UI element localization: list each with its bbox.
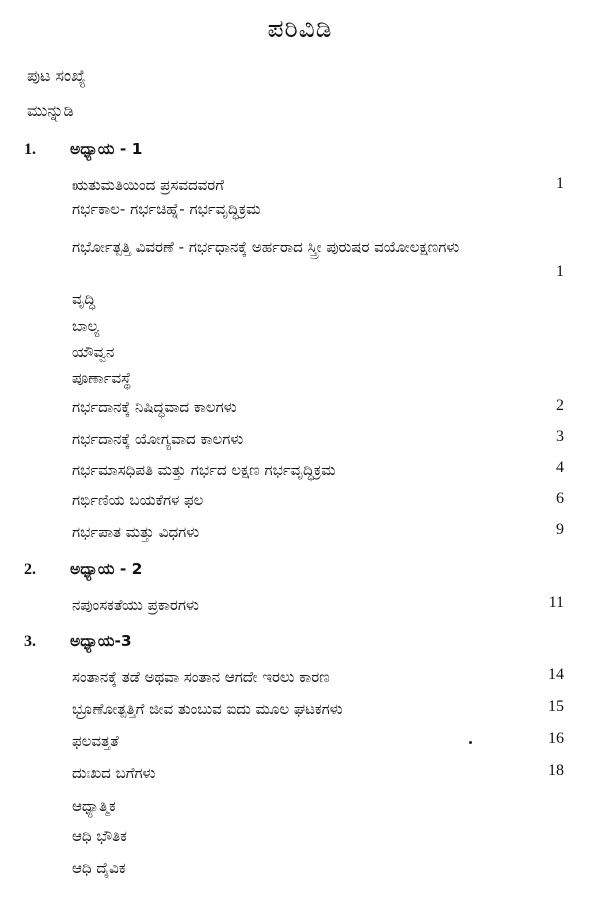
toc-entry: ಗರ್ಭಿಣಿಯ ಬಯಕೆಗಳ ಫಲ [72,491,204,509]
toc-entry: ಪೂರ್ಣಾವಸ್ಥೆ [72,369,132,387]
toc-entry-page: 11 [548,594,564,611]
toc-entry: ದುಃಖದ ಬಗೆಗಳು [72,764,156,782]
toc-entry: ಫಲವತ್ತತೆ [72,732,119,750]
chapter-2-title: ಅಧ್ಯಾಯ - 2 [70,560,143,578]
toc-entry-page: 3 [556,428,564,445]
toc-entry: ಆಧ್ಯಾತ್ಮಿಕ [72,797,116,815]
stray-ink-dot [469,741,472,744]
toc-entry-page: 16 [548,730,564,747]
chapter-3-title: ಅಧ್ಯಾಯ-3 [70,632,132,650]
toc-entry: ಸಂತಾನಕ್ಕೆ ತಡೆ ಅಥವಾ ಸಂತಾನ ಆಗದೇ ಇರಲು ಕಾರಣ [72,668,330,686]
chapter-3-number: 3. [24,633,36,650]
toc-entry-page: 2 [556,397,564,414]
page-title: ಪರಿವಿಡಿ [267,14,333,43]
front-matter-preface: ಮುನ್ನುಡಿ [27,101,74,120]
toc-entry: ಗರ್ಭಪಾತ ಮತ್ತು ವಿಧಗಳು [72,523,200,541]
toc-entry: ಭ್ರೂಣೋತ್ಪತ್ತಿಗೆ ಜೀವ ತುಂಬುವ ಐದು ಮೂಲ ಘಟಕಗಳು [72,700,343,718]
toc-entry-page: 15 [548,698,564,715]
toc-entry: ಬಾಲ್ಯ [72,317,100,335]
chapter-1-number: 1. [24,141,36,158]
toc-entry: ನಪುಂಸಕತೆಯು ಪ್ರಕಾರಗಳು [72,596,199,614]
toc-entry: ವೃದ್ಧಿ [72,290,96,308]
toc-entry: ಯೌವ್ವನ [72,343,115,361]
toc-entry: ಆಧಿ ಭೌತಿಕ [72,827,127,845]
toc-entry: ಗರ್ಭೋತ್ಪತ್ತಿ ವಿವರಣೆ - ಗರ್ಭಧಾನಕ್ಕೆ ಅರ್ಹರಾದ ಸ್ತ್ರೀ ಪುರುಷರ ವಯೋಲಕ್ಷಣಗಳು [72,238,460,256]
toc-entry-page: 1 [556,263,564,280]
toc-entry-page: 9 [556,521,564,538]
toc-entry: ಆಧಿ ದೈವಿಕ [72,859,126,877]
toc-entry: ಋತುಮತಿಯಿಂದ ಪ್ರಸವದವರಗೆ [72,176,224,194]
toc-entry-page: 6 [556,490,564,507]
toc-entry-page: 14 [548,666,564,683]
chapter-2-number: 2. [24,561,36,578]
toc-entry-page: 4 [556,459,564,476]
toc-entry: ಗರ್ಭಕಾಲ- ಗರ್ಭಚಿಹ್ನೆ- ಗರ್ಭವೃದ್ಧಿಕ್ರಮ [72,200,261,218]
toc-entry-page: 1 [556,175,564,192]
chapter-1-title: ಅಧ್ಯಾಯ - 1 [70,140,143,158]
toc-entry: ಗರ್ಭದಾನಕ್ಕೆ ನಿಷಿದ್ಧವಾದ ಕಾಲಗಳು [72,398,237,416]
front-matter-page-number-label: ಪುಟ ಸಂಖ್ಯೆ [27,66,86,85]
toc-entry: ಗರ್ಭಮಾಸಧಿಪತಿ ಮತ್ತು ಗರ್ಭದ ಲಕ್ಷಣ ಗರ್ಭವೃದ್ಧಿಕ್ರಮ [72,461,336,479]
toc-entry-page: 18 [548,762,564,779]
toc-entry: ಗರ್ಭದಾನಕ್ಕೆ ಯೋಗ್ಯವಾದ ಕಾಲಗಳು [72,430,244,448]
